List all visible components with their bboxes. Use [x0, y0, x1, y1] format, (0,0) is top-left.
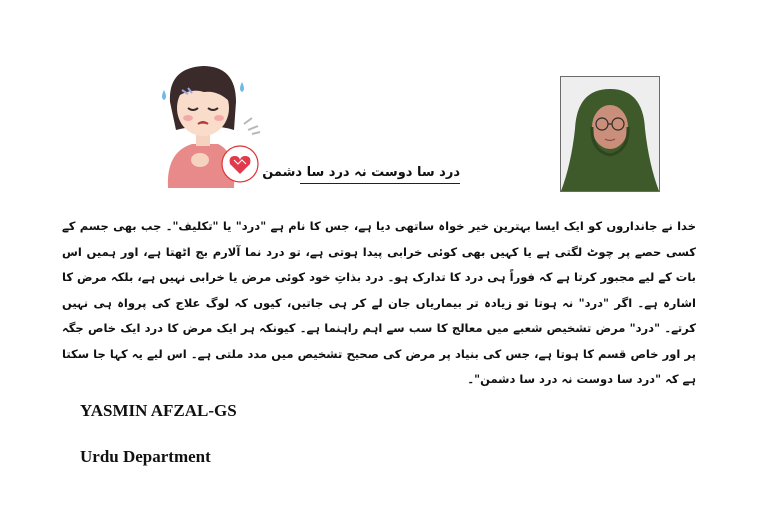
author-name: YASMIN AFZAL-GS	[80, 401, 237, 420]
article-title: درد سا دوست نہ درد سا دشمن	[300, 165, 460, 184]
girl-in-pain-illustration	[148, 60, 268, 190]
author-portrait	[560, 76, 660, 192]
article-body: خدا نے جانداروں کو ایک ایسا بہترین خیر خواہ ساتھی دیا ہے، جس کا نام ہے "درد" یا "تکلیف"۔ جب بھی جسم کے کسی حصے پر چوٹ لگتی ہے یا کہیں بھی کوئی خرابی پیدا ہوتی ہے، تو درد نما آلارم بج اٹھتا ہے، اور ہمیں اس بات کے لیے مجبور کرتا ہے کہ فوراً ہی درد کا تدارک ہو۔ درد بذاتِ خود کوئی مرض یا خرابی نہیں ہے، بلکہ مرض کا اشارہ ہے۔ اگر "درد" نہ ہوتا تو زیادہ تر بیماریاں جان لے کر ہی جاتیں، کیوں کہ لوگ علاج کی پرواہ ہی نہیں کرتے۔ "درد" مرض تشخیص شعبے میں معالج کا سب سے اہم راہنما ہے۔ کیونکہ ہر ایک مرض کا درد ایک خاص جگہ پر اور خاص قسم کا ہوتا ہے، جس کی بنیاد پر مرض کی صحیح تشخیص میں مدد ملتی ہے۔ اس لیے یہ کہا جا سکتا ہے کہ "درد سا دوست نہ درد سا دشمن"۔	[62, 219, 696, 386]
author-department: Urdu Department	[80, 447, 211, 466]
